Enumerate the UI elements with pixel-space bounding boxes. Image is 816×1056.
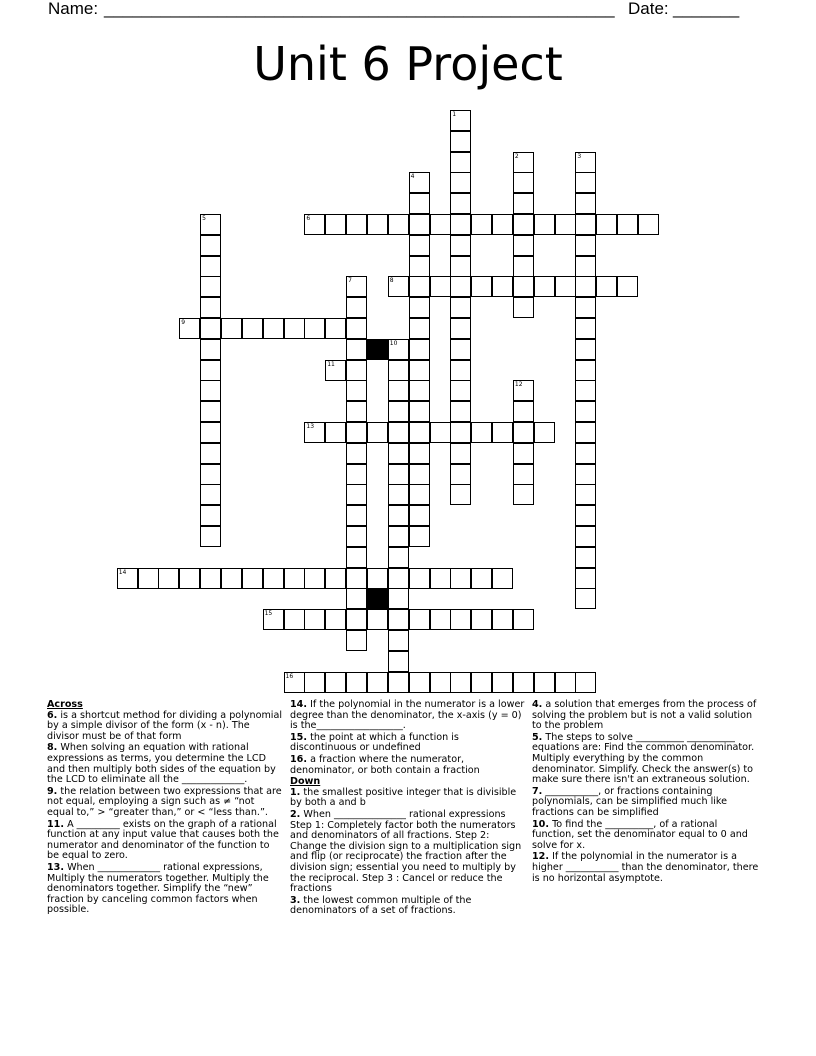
- clue-number: 10.: [532, 818, 549, 830]
- crossword-cell[interactable]: [575, 152, 596, 173]
- crossword-cell[interactable]: [304, 214, 325, 235]
- clue-number: 11.: [47, 818, 64, 830]
- clues-column-1: [47, 700, 284, 917]
- clue-down-5: [532, 733, 762, 786]
- crossword-cell[interactable]: [450, 110, 471, 131]
- crossword-cell[interactable]: [200, 235, 221, 256]
- clue-number-label: 3: [577, 152, 582, 160]
- clue-number-label: 12: [514, 381, 523, 389]
- crossword-cell[interactable]: [388, 380, 409, 401]
- crossword-cell[interactable]: [346, 339, 367, 360]
- clue-number-label: 10: [389, 339, 398, 347]
- crossword-cell[interactable]: [304, 318, 325, 339]
- crossword-cell[interactable]: [575, 422, 596, 443]
- clue-across-9: [47, 787, 284, 819]
- crossword-cell[interactable]: [388, 505, 409, 526]
- clue-number: 1.: [290, 786, 301, 798]
- crossword-cell[interactable]: [575, 193, 596, 214]
- crossword-cell[interactable]: [263, 568, 284, 589]
- crossword-cell[interactable]: [221, 568, 242, 589]
- clue-number-label: 16: [285, 672, 294, 680]
- crossword-cell[interactable]: [409, 276, 430, 297]
- crossword-cell[interactable]: [450, 318, 471, 339]
- crossword-cell[interactable]: [575, 214, 596, 235]
- clue-text: ___________, or fractions containing polynomials, can be simplified much like fractions can be simplified: [532, 785, 728, 818]
- crossword-cell[interactable]: [492, 568, 513, 589]
- crossword-cell[interactable]: [346, 547, 367, 568]
- crossword-cell[interactable]: [450, 484, 471, 505]
- clue-number-label: 11: [327, 360, 335, 368]
- crossword-cell[interactable]: [575, 547, 596, 568]
- crossword-cell[interactable]: [409, 443, 430, 464]
- crossword-cell[interactable]: [388, 360, 409, 381]
- crossword-cell[interactable]: [409, 172, 430, 193]
- crossword-cell[interactable]: [200, 568, 221, 589]
- crossword-cell[interactable]: [638, 214, 659, 235]
- crossword-cell[interactable]: [284, 318, 305, 339]
- crossword-cell[interactable]: [450, 380, 471, 401]
- crossword-cell[interactable]: [450, 235, 471, 256]
- crossword-cell[interactable]: [304, 568, 325, 589]
- crossword-cell[interactable]: [388, 214, 409, 235]
- crossword-cell[interactable]: [513, 609, 534, 630]
- clue-number: 13.: [47, 861, 64, 873]
- crossword-cell[interactable]: [534, 672, 555, 693]
- crossword-cell[interactable]: [471, 672, 492, 693]
- crossword-cell[interactable]: [367, 568, 388, 589]
- crossword-cell[interactable]: [450, 172, 471, 193]
- crossword-cell[interactable]: [492, 672, 513, 693]
- crossword-cell[interactable]: [200, 318, 221, 339]
- crossword-cell[interactable]: [430, 568, 451, 589]
- crossword-cell[interactable]: [346, 443, 367, 464]
- crossword-cell[interactable]: [492, 422, 513, 443]
- clue-number-label: 4: [410, 173, 415, 181]
- clue-text: is a shortcut method for dividing a polynomial by a simple divisor of the form (x - n). The divisor must be of that form: [47, 709, 283, 742]
- crossword-cell[interactable]: [513, 464, 534, 485]
- crossword-cell[interactable]: [513, 193, 534, 214]
- crossword-cell[interactable]: [409, 505, 430, 526]
- crossword-cell[interactable]: [367, 672, 388, 693]
- crossword-cell[interactable]: [575, 276, 596, 297]
- crossword-cell[interactable]: [575, 401, 596, 422]
- date-label: Date:: [628, 0, 669, 18]
- crossword-cell[interactable]: [346, 464, 367, 485]
- clue-text: the relation between two expressions that are not equal, employing a sign such as ≠ “not equal to,” > “greater than,” or < “less than.”.: [47, 785, 282, 818]
- clue-number-label: 1: [452, 111, 457, 118]
- crossword-cell[interactable]: [346, 568, 367, 589]
- down-heading: Down: [290, 776, 321, 788]
- crossword-cell[interactable]: [200, 214, 221, 235]
- crossword-cell[interactable]: [388, 651, 409, 672]
- crossword-cell[interactable]: [492, 609, 513, 630]
- crossword-cell[interactable]: [409, 526, 430, 547]
- crossword-cell[interactable]: [513, 401, 534, 422]
- crossword-cell[interactable]: [388, 630, 409, 651]
- crossword-cell[interactable]: [575, 380, 596, 401]
- crossword-cell[interactable]: [117, 568, 138, 589]
- crossword-cell[interactable]: [450, 276, 471, 297]
- crossword-cell[interactable]: [409, 214, 430, 235]
- clue-down-4: [532, 700, 762, 732]
- clue-down-12: [532, 852, 762, 884]
- crossword-cell[interactable]: [325, 360, 346, 381]
- crossword-cell[interactable]: [200, 526, 221, 547]
- crossword-cell[interactable]: [346, 588, 367, 609]
- crossword-cell[interactable]: [242, 568, 263, 589]
- crossword-cell[interactable]: [430, 672, 451, 693]
- crossword-cell[interactable]: [575, 526, 596, 547]
- crossword-cell[interactable]: [325, 422, 346, 443]
- crossword-cell[interactable]: [471, 276, 492, 297]
- crossword-cell[interactable]: [200, 464, 221, 485]
- crossword-cell[interactable]: [513, 214, 534, 235]
- clue-across-6: [47, 711, 284, 743]
- crossword-cell[interactable]: [388, 672, 409, 693]
- crossword-cell[interactable]: [388, 422, 409, 443]
- clue-number-label: 15: [264, 610, 273, 618]
- name-field-line[interactable]: ______________________________________________________: [104, 0, 615, 18]
- crossword-cell[interactable]: [450, 401, 471, 422]
- crossword-cell[interactable]: [450, 568, 471, 589]
- crossword-cell[interactable]: [450, 464, 471, 485]
- clue-text: the lowest common multiple of the denominators of a set of fractions.: [290, 894, 472, 917]
- crossword-cell[interactable]: [304, 609, 325, 630]
- crossword-cell[interactable]: [575, 235, 596, 256]
- crossword-cell[interactable]: [430, 214, 451, 235]
- crossword-cell[interactable]: [409, 484, 430, 505]
- crossword-cell[interactable]: [409, 318, 430, 339]
- crossword-cell[interactable]: [388, 568, 409, 589]
- crossword-cell[interactable]: [575, 256, 596, 277]
- crossword-cell[interactable]: [513, 152, 534, 173]
- crossword-cell[interactable]: [575, 172, 596, 193]
- crossword-cell[interactable]: [534, 276, 555, 297]
- name-label: Name:: [48, 0, 99, 18]
- crossword-cell[interactable]: [513, 276, 534, 297]
- crossword-cell[interactable]: [346, 297, 367, 318]
- crossword-cell[interactable]: [471, 568, 492, 589]
- clue-text: To find the __________, of a rational function, set the denominator equal to 0 and solve for x.: [532, 818, 748, 851]
- clue-text: The steps to solve __________ __________ equations are: Find the common denominator. Multiply everything by the common denominator. Simplify. Check the answer(s) to make sure there isn't an extraneous solution.: [532, 731, 755, 786]
- crossword-cell[interactable]: [575, 339, 596, 360]
- crossword-cell[interactable]: [513, 297, 534, 318]
- crossword-cell[interactable]: [534, 422, 555, 443]
- crossword-cell[interactable]: [513, 422, 534, 443]
- clue-across-14: [290, 700, 527, 732]
- clue-text: the point at which a function is discontinuous or undefined: [290, 731, 459, 754]
- crossword-cell[interactable]: [409, 609, 430, 630]
- crossword-cell[interactable]: [179, 568, 200, 589]
- crossword-cell[interactable]: [513, 484, 534, 505]
- clue-number: 7.: [532, 785, 543, 797]
- crossword-cell[interactable]: [200, 505, 221, 526]
- crossword-cell[interactable]: [430, 609, 451, 630]
- crossword-cell[interactable]: [409, 672, 430, 693]
- crossword-cell[interactable]: [221, 318, 242, 339]
- clue-number: 9.: [47, 785, 58, 797]
- crossword-cell[interactable]: [575, 360, 596, 381]
- across-heading: Across: [47, 699, 83, 710]
- clue-number: 2.: [290, 808, 301, 820]
- clue-number-label: 14: [118, 568, 127, 576]
- crossword-cell[interactable]: [388, 547, 409, 568]
- clue-number: 15.: [290, 731, 307, 743]
- crossword-cell[interactable]: [471, 609, 492, 630]
- crossword-cell[interactable]: [346, 401, 367, 422]
- crossword-cell[interactable]: [513, 380, 534, 401]
- crossword-cell[interactable]: [409, 380, 430, 401]
- crossword-cell[interactable]: [388, 276, 409, 297]
- clue-across-15: [290, 733, 527, 754]
- crossword-cell[interactable]: [596, 276, 617, 297]
- crossword-cell[interactable]: [367, 609, 388, 630]
- crossword-cell[interactable]: [388, 526, 409, 547]
- crossword-cell[interactable]: [346, 422, 367, 443]
- crossword-cell[interactable]: [346, 318, 367, 339]
- crossword-cell[interactable]: [492, 214, 513, 235]
- clue-across-13: [47, 863, 284, 916]
- clue-number-label: 13: [306, 423, 315, 430]
- crossword-cell[interactable]: [409, 464, 430, 485]
- crossword-cell[interactable]: [450, 297, 471, 318]
- clue-text: If the polynomial in the numerator is a higher ___________ than the denominator, there is no horizontal asymptote.: [532, 851, 759, 884]
- crossword-cell[interactable]: [367, 214, 388, 235]
- crossword-cell[interactable]: [346, 505, 367, 526]
- clue-number-label: 9: [181, 319, 186, 326]
- crossword-cell[interactable]: [263, 318, 284, 339]
- crossword-cell[interactable]: [492, 276, 513, 297]
- crossword-cell[interactable]: [388, 339, 409, 360]
- crossword-cell[interactable]: [200, 484, 221, 505]
- crossword-cell[interactable]: [158, 568, 179, 589]
- clue-across-16: [290, 755, 527, 776]
- crossword-cell[interactable]: [430, 276, 451, 297]
- crossword-cell[interactable]: [346, 360, 367, 381]
- clue-down-3: [290, 896, 527, 917]
- crossword-cell[interactable]: [575, 588, 596, 609]
- crossword-cell[interactable]: [200, 401, 221, 422]
- crossword-cell[interactable]: [346, 484, 367, 505]
- crossword-cell[interactable]: [409, 297, 430, 318]
- clue-number: 14.: [290, 699, 307, 710]
- clue-down-2: [290, 810, 527, 895]
- crossword-cell[interactable]: [388, 443, 409, 464]
- clue-number: 8.: [47, 742, 58, 754]
- crossword-cell[interactable]: [450, 609, 471, 630]
- clue-number: 5.: [532, 731, 543, 743]
- clue-text: When _______________ rational expressions Step 1: Completely factor both the numerators and denominators of all fractions. Step 2: Change the division sign to a multiplication sign and flip (or reciprocate) the fraction after the division sign; essential you need to multiply by the reciprocal. Step 3 : Cancel or reduce the fractions: [290, 808, 522, 895]
- crossword-cell[interactable]: [325, 214, 346, 235]
- crossword-cell[interactable]: [200, 422, 221, 443]
- clue-number: 12.: [532, 851, 549, 863]
- crossword-cell[interactable]: [200, 339, 221, 360]
- clue-text: A _________ exists on the graph of a rational function at any input value that causes both the numerator and denominator of the function to be equal to zero.: [47, 818, 279, 862]
- crossword-cell[interactable]: [388, 464, 409, 485]
- header: [0, 0, 816, 20]
- crossword-cell[interactable]: [138, 568, 159, 589]
- crossword-cell[interactable]: [575, 672, 596, 693]
- crossword-cell[interactable]: [450, 193, 471, 214]
- crossword-cell[interactable]: [200, 360, 221, 381]
- crossword-cell[interactable]: [471, 214, 492, 235]
- crossword-cell[interactable]: [450, 672, 471, 693]
- crossword-cell[interactable]: [555, 276, 576, 297]
- crossword-cell[interactable]: [513, 256, 534, 277]
- blocked-cell: [367, 339, 388, 360]
- clue-number-label: 8: [389, 277, 394, 285]
- clue-text: If the polynomial in the numerator is a lower degree than the denominator, the x-axis (y = 0) is the__________________.: [290, 699, 525, 732]
- crossword-cell[interactable]: [346, 672, 367, 693]
- crossword-cell[interactable]: [325, 568, 346, 589]
- crossword-cell[interactable]: [179, 318, 200, 339]
- crossword-cell[interactable]: [596, 214, 617, 235]
- crossword-cell[interactable]: [409, 256, 430, 277]
- crossword-cell[interactable]: [346, 214, 367, 235]
- clue-number-label: 7: [348, 277, 352, 285]
- crossword-cell[interactable]: [409, 401, 430, 422]
- crossword-cell[interactable]: [346, 609, 367, 630]
- crossword-cell[interactable]: [555, 672, 576, 693]
- crossword-cell[interactable]: [200, 443, 221, 464]
- crossword-cell[interactable]: [617, 276, 638, 297]
- crossword-cell[interactable]: [555, 214, 576, 235]
- clue-text: When _____________ rational expressions, Multiply the numerators together. Multiply the denominators together. Simplify the “new” fraction by canceling common factors when possible.: [47, 861, 269, 916]
- clue-number: 6.: [47, 709, 58, 721]
- crossword-cell[interactable]: [409, 339, 430, 360]
- page-title: Unit 6 Project: [253, 37, 563, 91]
- crossword-cell[interactable]: [450, 422, 471, 443]
- crossword-cell[interactable]: [575, 443, 596, 464]
- crossword-cell[interactable]: [346, 276, 367, 297]
- crossword-cell[interactable]: [575, 464, 596, 485]
- crossword-cell[interactable]: [325, 672, 346, 693]
- crossword-cell[interactable]: [346, 630, 367, 651]
- clue-number: 4.: [532, 699, 543, 710]
- clue-across-11: [47, 820, 284, 862]
- crossword-cell[interactable]: [513, 235, 534, 256]
- crossword-cell[interactable]: [450, 339, 471, 360]
- clue-text: When solving an equation with rational expressions as terms, you determine the LCD and then multiply both sides of the equation by the LCD to eliminate all the _____________.: [47, 742, 276, 786]
- clue-number: 3.: [290, 894, 301, 906]
- date-field-line[interactable]: _______: [673, 0, 740, 18]
- crossword-cell[interactable]: [388, 588, 409, 609]
- crossword-cell[interactable]: [617, 214, 638, 235]
- crossword-cell[interactable]: [263, 609, 284, 630]
- crossword-cell[interactable]: [409, 568, 430, 589]
- crossword-cell[interactable]: [409, 360, 430, 381]
- clue-number-label: 2: [514, 152, 519, 160]
- crossword-cell[interactable]: [304, 422, 325, 443]
- clue-number-label: 6: [306, 215, 311, 222]
- clues-column-2: [290, 700, 527, 918]
- clue-text: the smallest positive integer that is divisible by both a and b: [290, 786, 517, 809]
- crossword-cell[interactable]: [450, 131, 471, 152]
- crossword-cell[interactable]: [200, 276, 221, 297]
- crossword-cell[interactable]: [450, 443, 471, 464]
- clue-number-label: 5: [202, 215, 206, 222]
- clue-text: a fraction where the numerator, denominator, or both contain a fraction: [290, 753, 480, 776]
- crossword-cell[interactable]: [325, 609, 346, 630]
- crossword-cell[interactable]: [575, 297, 596, 318]
- crossword-cell[interactable]: [388, 609, 409, 630]
- crossword-cell[interactable]: [284, 672, 305, 693]
- clue-text: a solution that emerges from the process of solving the problem but is not a valid solution to the problem: [532, 699, 757, 732]
- crossword-cell[interactable]: [575, 568, 596, 589]
- crossword-cell[interactable]: [200, 256, 221, 277]
- clue-down-7: [532, 787, 762, 819]
- crossword-cell[interactable]: [534, 214, 555, 235]
- crossword-cell[interactable]: [450, 256, 471, 277]
- crossword-cell[interactable]: [450, 152, 471, 173]
- crossword-cell[interactable]: [200, 380, 221, 401]
- crossword-cell[interactable]: [513, 172, 534, 193]
- crossword-cell[interactable]: [346, 526, 367, 547]
- crossword-cell[interactable]: [575, 505, 596, 526]
- clue-number: 16.: [290, 753, 307, 765]
- crossword-cell[interactable]: [284, 568, 305, 589]
- crossword-cell[interactable]: [409, 422, 430, 443]
- crossword-cell[interactable]: [513, 672, 534, 693]
- crossword-cell[interactable]: [367, 422, 388, 443]
- crossword-cell[interactable]: [388, 401, 409, 422]
- clues-column-3: [532, 700, 762, 885]
- crossword-cell[interactable]: [575, 484, 596, 505]
- crossword-cell[interactable]: [388, 484, 409, 505]
- crossword-cell[interactable]: [200, 297, 221, 318]
- crossword-cell[interactable]: [471, 422, 492, 443]
- clue-down-10: [532, 820, 762, 852]
- crossword-cell[interactable]: [325, 318, 346, 339]
- crossword-cell[interactable]: [450, 360, 471, 381]
- crossword-cell[interactable]: [409, 193, 430, 214]
- crossword-cell[interactable]: [284, 609, 305, 630]
- blocked-cell: [367, 588, 388, 609]
- crossword-cell[interactable]: [450, 214, 471, 235]
- crossword-cell[interactable]: [409, 235, 430, 256]
- clue-down-1: [290, 788, 527, 809]
- crossword-cell[interactable]: [242, 318, 263, 339]
- clue-across-8: [47, 743, 284, 785]
- crossword-cell[interactable]: [304, 672, 325, 693]
- crossword-cell[interactable]: [575, 318, 596, 339]
- crossword-cell[interactable]: [513, 443, 534, 464]
- crossword-cell[interactable]: [430, 422, 451, 443]
- crossword-cell[interactable]: [346, 380, 367, 401]
